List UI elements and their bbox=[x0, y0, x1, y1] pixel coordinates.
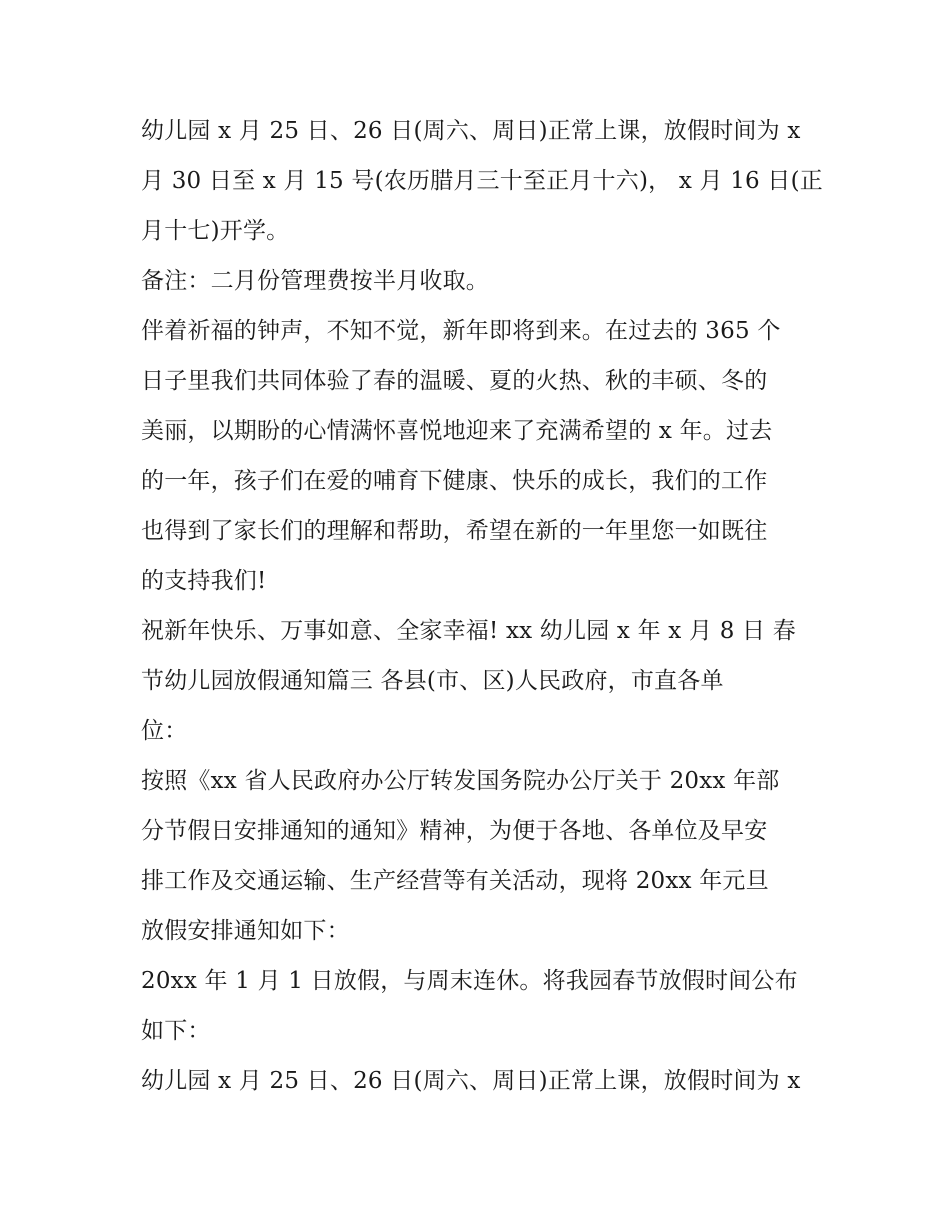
text-line: 日子里我们共同体验了春的温暖、夏的火热、秋的丰硕、冬的 bbox=[141, 368, 768, 394]
text-line: 排工作及交通运输、生产经营等有关活动，现将 20xx 年元旦 bbox=[141, 868, 769, 894]
text-line: 20xx 年 1 月 1 日放假，与周末连休。将我园春节放假时间公布 bbox=[141, 968, 798, 994]
text-line: 的一年，孩子们在爱的哺育下健康、快乐的成长，我们的工作 bbox=[141, 468, 768, 494]
text-line: 备注：二月份管理费按半月收取。 bbox=[141, 268, 489, 294]
text-line: 节幼儿园放假通知篇三 各县(市、区)人民政府，市直各单 bbox=[141, 668, 724, 694]
text-line: 幼儿园 x 月 25 日、26 日(周六、周日)正常上课，放假时间为 x bbox=[141, 118, 801, 144]
text-line: 幼儿园 x 月 25 日、26 日(周六、周日)正常上课，放假时间为 x bbox=[141, 1068, 801, 1094]
text-line: 也得到了家长们的理解和帮助，希望在新的一年里您一如既往 bbox=[141, 518, 768, 544]
text-line: 位： bbox=[141, 718, 188, 744]
text-line: 伴着祈福的钟声，不知不觉，新年即将到来。在过去的 365 个 bbox=[141, 318, 781, 344]
text-line: 如下： bbox=[141, 1018, 211, 1044]
text-line: 月十七)开学。 bbox=[141, 218, 290, 244]
document-body bbox=[141, 106, 821, 1106]
text-line: 按照《xx 省人民政府办公厅转发国务院办公厅关于 20xx 年部 bbox=[141, 768, 780, 794]
text-line: 祝新年快乐、万事如意、全家幸福! xx 幼儿园 x 年 x 月 8 日 春 bbox=[141, 618, 796, 644]
text-line: 月 30 日至 x 月 15 号(农历腊月三十至正月十六)， x 月 16 日(正 bbox=[141, 168, 823, 194]
text-line: 的支持我们! bbox=[141, 568, 267, 594]
text-line: 美丽，以期盼的心情满怀喜悦地迎来了充满希望的 x 年。过去 bbox=[141, 418, 773, 444]
text-line: 分节假日安排通知的通知》精神，为便于各地、各单位及早安 bbox=[141, 818, 768, 844]
text-line: 放假安排通知如下： bbox=[141, 918, 350, 944]
